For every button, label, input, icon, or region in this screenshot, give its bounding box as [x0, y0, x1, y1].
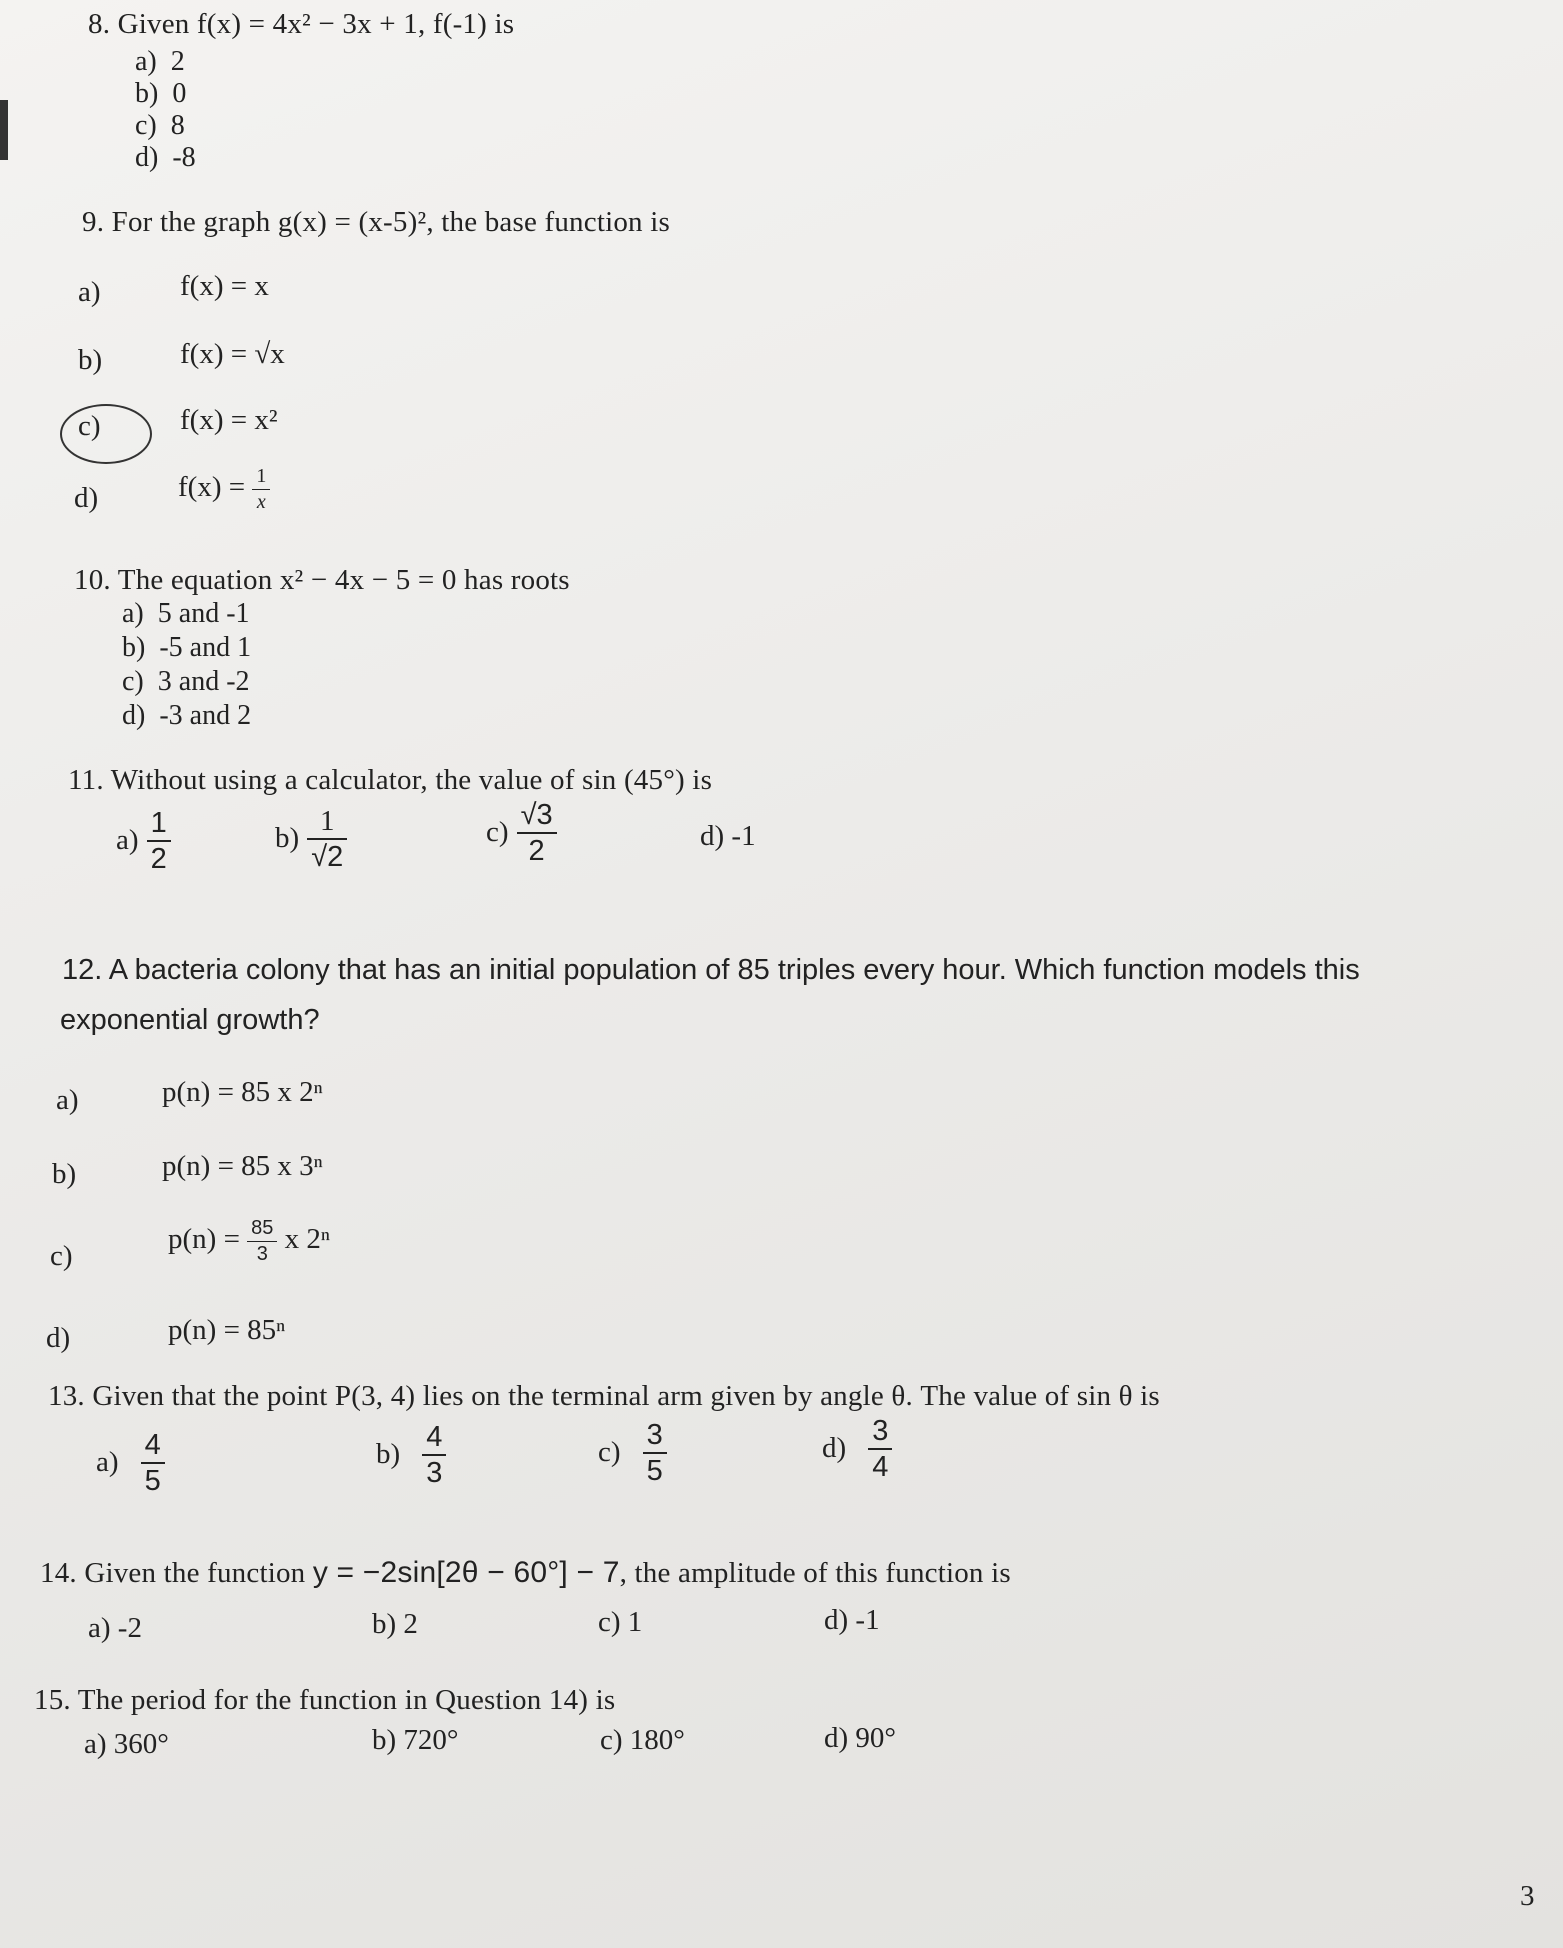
q12-stem: A bacteria colony that has an initial population of 85 triples every hour. Which function models this — [108, 954, 1360, 986]
hand-drawn-circle-mark — [60, 404, 152, 464]
q12-option-b-text: p(n) = 85 x 3ⁿ — [162, 1150, 323, 1182]
q10-option-d[interactable]: d) -3 and 2 — [122, 700, 252, 731]
q12-option-a[interactable]: a) — [56, 1084, 79, 1116]
q12-option-a-text: p(n) = 85 x 2ⁿ — [162, 1076, 323, 1108]
q9-option-b[interactable]: b) — [78, 344, 103, 376]
q13-option-c[interactable]: c) $\frac{3}{5}$ — [598, 1420, 667, 1487]
q9-option-c-text: f(x) = x² — [180, 404, 278, 436]
q12-option-d-text: p(n) = 85ⁿ — [168, 1314, 286, 1346]
q13-option-b[interactable]: b) $\frac{4}{3}$ — [376, 1422, 446, 1489]
q9-stem: For the graph g(x) = (x-5)², the base function is — [111, 206, 670, 238]
q14-equation: y = −2sin[2θ − 60°] − 7 — [312, 1556, 620, 1589]
q14-stem-line: 14. Given the function y = −2sin[2θ − 60°] − 7, the amplitude of this function is — [40, 1556, 1011, 1589]
q14-option-c[interactable]: c) 1 — [598, 1606, 643, 1638]
q8-number: 8. — [88, 8, 111, 40]
q12-option-b[interactable]: b) — [52, 1158, 77, 1190]
q10-number: 10. — [74, 564, 111, 596]
q13-option-d[interactable]: d) $\frac{3}{4}$ — [822, 1416, 892, 1483]
q8-option-d[interactable]: d) -8 — [135, 142, 196, 173]
q12-stem-line1 — [62, 954, 1360, 987]
q9-number: 9. — [82, 206, 105, 238]
q14-option-d[interactable]: d) -1 — [824, 1604, 880, 1636]
q11-option-a[interactable]: a) $\frac{1}{2}$ — [116, 808, 171, 875]
q15-stem-line — [34, 1684, 615, 1717]
q15-option-a[interactable]: a) 360° — [84, 1728, 169, 1760]
q9-option-d-text: f(x) = $\frac{1}{x}$ — [178, 466, 270, 513]
q15-number: 15. — [34, 1684, 71, 1716]
q9-option-a-text: f(x) = x — [180, 270, 269, 302]
q12-number: 12. — [62, 954, 103, 986]
q15-option-b[interactable]: b) 720° — [372, 1724, 459, 1756]
q8-option-c[interactable]: c) 8 — [135, 110, 185, 141]
q11-option-b[interactable]: b) $\frac{1}{√2}$ — [275, 806, 347, 873]
q14-number: 14. — [40, 1557, 77, 1589]
q9-option-c[interactable]: c) — [78, 410, 101, 442]
q14-option-b[interactable]: b) 2 — [372, 1608, 418, 1640]
page-edge-shadow — [0, 100, 8, 160]
q14-stem: Given the function — [84, 1557, 306, 1589]
q9-option-b-text: f(x) = √x — [180, 338, 285, 370]
q8-stem: Given f(x) = 4x² − 3x + 1, f(-1) is — [117, 8, 515, 40]
q10-stem-line — [74, 564, 570, 597]
q9-option-a[interactable]: a) — [78, 276, 101, 308]
q10-option-b[interactable]: b) -5 and 1 — [122, 632, 252, 663]
q11-number: 11. — [68, 764, 104, 796]
q9-stem-line — [82, 206, 670, 239]
q12-option-c[interactable]: c) — [50, 1240, 73, 1272]
q15-option-c[interactable]: c) 180° — [600, 1724, 685, 1756]
q15-option-d[interactable]: d) 90° — [824, 1722, 897, 1754]
q10-option-c[interactable]: c) 3 and -2 — [122, 666, 250, 697]
q13-number: 13. — [48, 1380, 85, 1412]
q9-option-d[interactable]: d) — [74, 482, 99, 514]
q15-stem: The period for the function in Question 14) is — [77, 1684, 616, 1716]
q10-option-a[interactable]: a) 5 and -1 — [122, 598, 250, 629]
q8-option-b[interactable]: b) 0 — [135, 78, 187, 109]
q12-option-d[interactable]: d) — [46, 1322, 71, 1354]
q11-stem: Without using a calculator, the value of sin (45°) is — [110, 764, 713, 796]
q13-option-a[interactable]: a) $\frac{4}{5}$ — [96, 1430, 165, 1497]
q10-stem: The equation x² − 4x − 5 = 0 has roots — [117, 564, 570, 596]
q11-stem-line — [68, 764, 712, 797]
q11-option-d[interactable]: d) -1 — [700, 820, 756, 852]
q8-stem-line — [88, 8, 514, 41]
q13-stem-line — [48, 1380, 1160, 1413]
page-number: 3 — [1520, 1880, 1535, 1912]
q13-stem: Given that the point P(3, 4) lies on the terminal arm given by angle θ. The value of sin θ is — [92, 1380, 1160, 1412]
q11-option-c[interactable]: c) $\frac{√3}{2}$ — [486, 800, 557, 867]
q14-option-a[interactable]: a) -2 — [88, 1612, 142, 1644]
q12-option-c-text: p(n) = $\frac{85}{3}$ x 2ⁿ — [168, 1217, 331, 1265]
q8-option-a[interactable]: a) 2 — [135, 46, 185, 77]
q12-stem-line2: exponential growth? — [60, 1004, 320, 1036]
